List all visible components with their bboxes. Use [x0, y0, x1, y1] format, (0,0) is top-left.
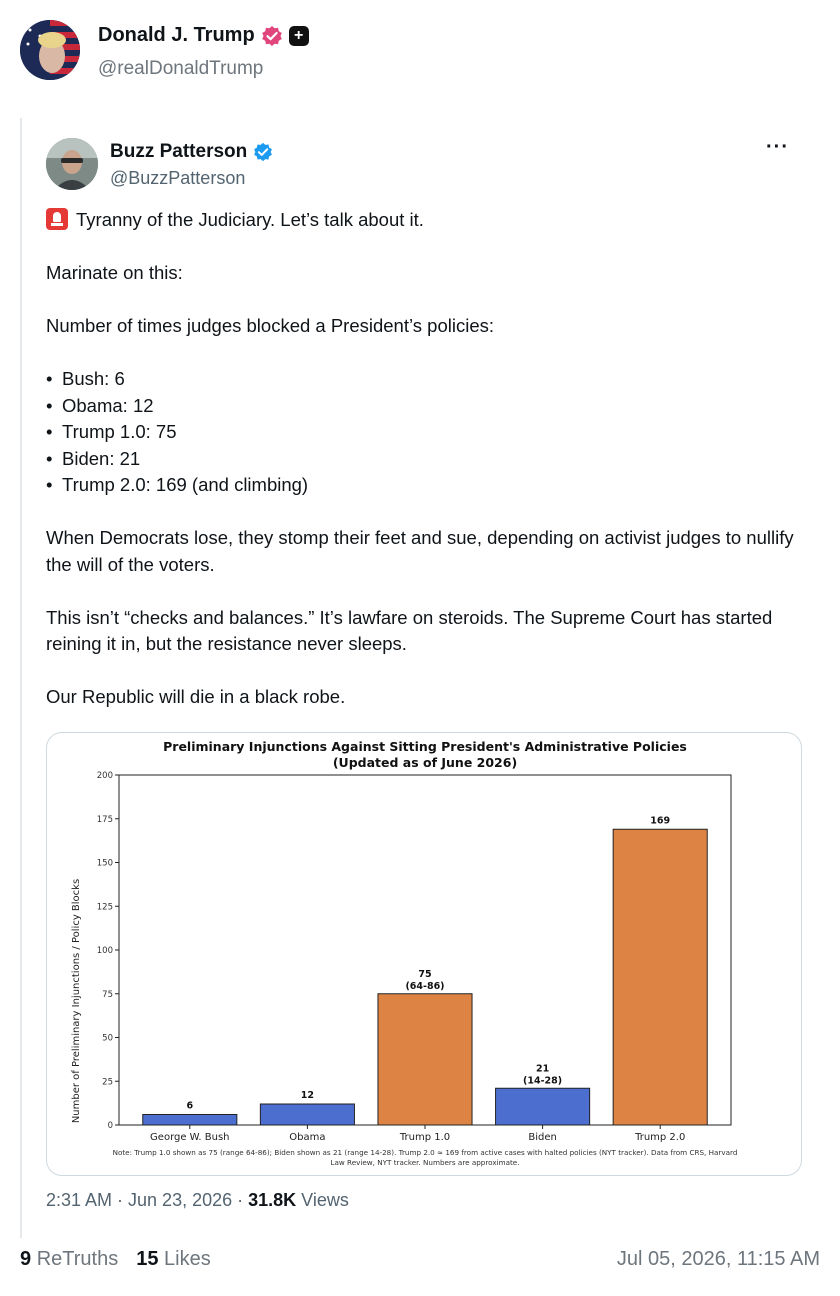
- retruths-count: 9: [20, 1248, 32, 1270]
- plus-icon: +: [289, 26, 309, 46]
- list-item: • Bush: 6: [46, 366, 816, 393]
- post-timestamp[interactable]: 2:31 AM · Jun 23, 2026 ·: [46, 1190, 249, 1210]
- data-range-label: (64-86): [405, 980, 445, 992]
- police-light-icon: [46, 208, 68, 230]
- list-item: • Obama: 12: [46, 393, 816, 420]
- likes-stat[interactable]: [136, 1248, 211, 1271]
- chart-note-line1: Note: Trump 1.0 shown as 75 (range 64-86); Biden shown as 21 (range 14-28). Trump 2.0 ≈ 169 from active cases with halted policies (NYT tracker). Data from CRS, Harvard: [112, 1148, 738, 1157]
- quote-divider: [20, 118, 22, 1238]
- bar: [378, 994, 472, 1125]
- author-avatar[interactable]: [20, 20, 80, 80]
- chart-title-line1: Preliminary Injunctions Against Sitting President's Administrative Policies: [163, 739, 687, 754]
- x-tick-label: George W. Bush: [150, 1132, 230, 1143]
- chart-note-line2: Law Review, NYT tracker. Numbers are approximate.: [330, 1158, 520, 1167]
- y-tick-label: 200: [96, 771, 113, 781]
- marinate-line: Marinate on this:: [46, 262, 183, 283]
- bar: [613, 829, 707, 1125]
- truth-footer: [20, 1248, 820, 1271]
- paragraph-1: When Democrats lose, they stomp their feet and sue, depending on activist judges to nullify the will of the voters.: [46, 527, 794, 575]
- retruths-stat[interactable]: [20, 1248, 118, 1271]
- truth-header: [20, 18, 820, 84]
- verified-badge-icon: [253, 142, 273, 162]
- bar: [496, 1088, 590, 1125]
- bar-chart: [47, 733, 802, 1176]
- paragraph-3: Our Republic will die in a black robe.: [46, 686, 346, 707]
- truth-date: Jul 05, 2026, 11:15 AM: [616, 1248, 820, 1270]
- chart-title-line2: (Updated as of June 2026): [332, 755, 518, 770]
- quoted-author-avatar[interactable]: [46, 138, 98, 190]
- verified-badge-icon: [261, 25, 283, 47]
- paragraph-2: This isn’t “checks and balances.” It’s lawfare on steroids. The Supreme Court has started reining it in, but the resistance never sleeps.: [46, 606, 773, 654]
- post-headline: [46, 207, 816, 234]
- x-tick-label: Biden: [528, 1132, 557, 1143]
- quoted-author-handle[interactable]: @BuzzPatterson: [110, 168, 246, 188]
- bar: [260, 1104, 354, 1125]
- intro-line: Number of times judges blocked a President’s policies:: [46, 315, 494, 336]
- y-tick-label: 25: [102, 1077, 113, 1088]
- y-tick-label: 125: [96, 902, 113, 913]
- bar: [143, 1115, 237, 1126]
- quoted-author-name[interactable]: Buzz Patterson: [110, 141, 248, 162]
- list-item: • Biden: 21: [46, 446, 816, 473]
- data-label: 75: [418, 968, 432, 980]
- data-label: 21: [535, 1063, 550, 1075]
- data-range-label: (14-28): [523, 1075, 563, 1087]
- y-axis-label: Number of Preliminary Injunctions / Policy Blocks: [71, 878, 82, 1124]
- y-tick-label: 50: [102, 1033, 113, 1044]
- chart-image[interactable]: [46, 732, 802, 1176]
- list-item: • Trump 2.0: 169 (and climbing): [46, 472, 816, 499]
- views-count: 31.8K: [248, 1190, 297, 1210]
- likes-count: 15: [136, 1248, 159, 1270]
- author-handle[interactable]: @realDonaldTrump: [98, 58, 264, 79]
- y-tick-label: 75: [102, 989, 113, 1000]
- views-label: Views: [296, 1190, 349, 1210]
- headline-text: Tyranny of the Judiciary. Let’s talk about it.: [76, 209, 424, 230]
- x-tick-label: Trump 1.0: [399, 1132, 451, 1143]
- y-tick-label: 0: [107, 1121, 113, 1131]
- y-tick-label: 150: [96, 858, 113, 869]
- x-tick-label: Obama: [289, 1132, 326, 1143]
- y-tick-label: 175: [96, 814, 113, 825]
- data-label: 6: [186, 1100, 194, 1112]
- author-name[interactable]: Donald J. Trump: [98, 24, 255, 46]
- likes-label: Likes: [164, 1248, 211, 1270]
- retruths-label: ReTruths: [36, 1248, 119, 1270]
- list-item: • Trump 1.0: 75: [46, 419, 816, 446]
- post-body: [46, 207, 816, 711]
- data-label: 12: [300, 1090, 315, 1101]
- y-tick-label: 100: [96, 946, 113, 956]
- x-tick-label: Trump 2.0: [635, 1132, 686, 1143]
- post-meta: [46, 1190, 349, 1211]
- data-label: 169: [650, 815, 671, 827]
- more-options-icon[interactable]: ···: [766, 136, 789, 158]
